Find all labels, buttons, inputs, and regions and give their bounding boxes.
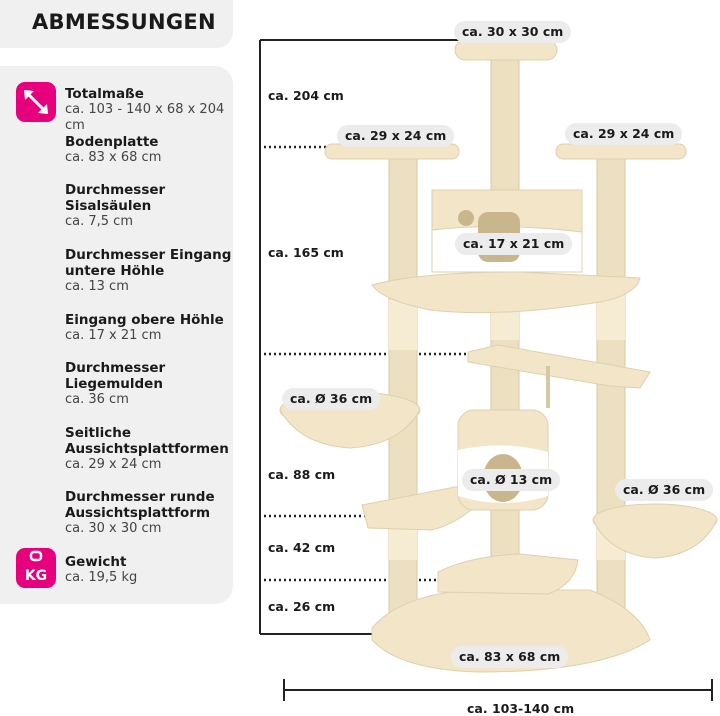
spec-value: ca. 13 cm — [65, 279, 129, 294]
width-bracket — [284, 679, 712, 701]
spec-label: Gewicht — [65, 554, 127, 570]
label-right-platform: ca. 29 x 24 cm — [565, 123, 682, 145]
spec-label: Seitliche Aussichtsplattformen — [65, 425, 229, 457]
label-top-platform: ca. 30 x 30 cm — [454, 21, 571, 43]
spec-label: Totalmaße — [65, 86, 144, 102]
upper-cave — [432, 190, 582, 272]
label-upper-cave: ca. 17 x 21 cm — [455, 233, 572, 255]
height-label-42: ca. 42 cm — [268, 540, 336, 555]
right-side-platform — [556, 144, 686, 159]
label-left-platform: ca. 29 x 24 cm — [337, 125, 454, 147]
spec-label: Bodenplatte — [65, 134, 159, 150]
height-label-88: ca. 88 cm — [268, 467, 336, 482]
height-label-165: ca. 165 cm — [268, 245, 344, 260]
label-right-hammock: ca. Ø 36 cm — [615, 479, 713, 501]
label-left-hammock: ca. Ø 36 cm — [282, 388, 380, 410]
kg-icon-text: KG — [24, 568, 48, 584]
spec-value: ca. 36 cm — [65, 392, 129, 407]
spec-value: ca. 30 x 30 cm — [65, 521, 162, 536]
height-label-26: ca. 26 cm — [268, 599, 336, 614]
spec-value: ca. 17 x 21 cm — [65, 328, 162, 343]
spec-value: ca. 103 - 140 x 68 x 204 cm — [65, 102, 225, 133]
label-lower-cave: ca. Ø 13 cm — [462, 469, 560, 491]
label-width: ca. 103-140 cm — [467, 701, 575, 716]
lower-step — [438, 554, 578, 594]
lower-cave — [458, 410, 548, 510]
page-title: ABMESSUNGEN — [32, 10, 216, 34]
spec-value: ca. 29 x 24 cm — [65, 457, 162, 472]
spec-value: ca. 7,5 cm — [65, 214, 133, 229]
spec-value: ca. 83 x 68 cm — [65, 150, 162, 165]
spec-label: Durchmesser Liegemulden — [65, 360, 166, 392]
top-platform — [455, 40, 557, 60]
spec-label: Durchmesser Sisalsäulen — [65, 182, 166, 214]
height-label-204: ca. 204 cm — [268, 88, 344, 103]
spec-label: Durchmesser Eingang untere Höhle — [65, 247, 232, 279]
spec-label: Eingang obere Höhle — [65, 312, 224, 328]
spec-label: Durchmesser runde Aussichtsplattform — [65, 489, 215, 521]
spec-value: ca. 19,5 kg — [65, 570, 138, 585]
label-base: ca. 83 x 68 cm — [451, 646, 568, 668]
